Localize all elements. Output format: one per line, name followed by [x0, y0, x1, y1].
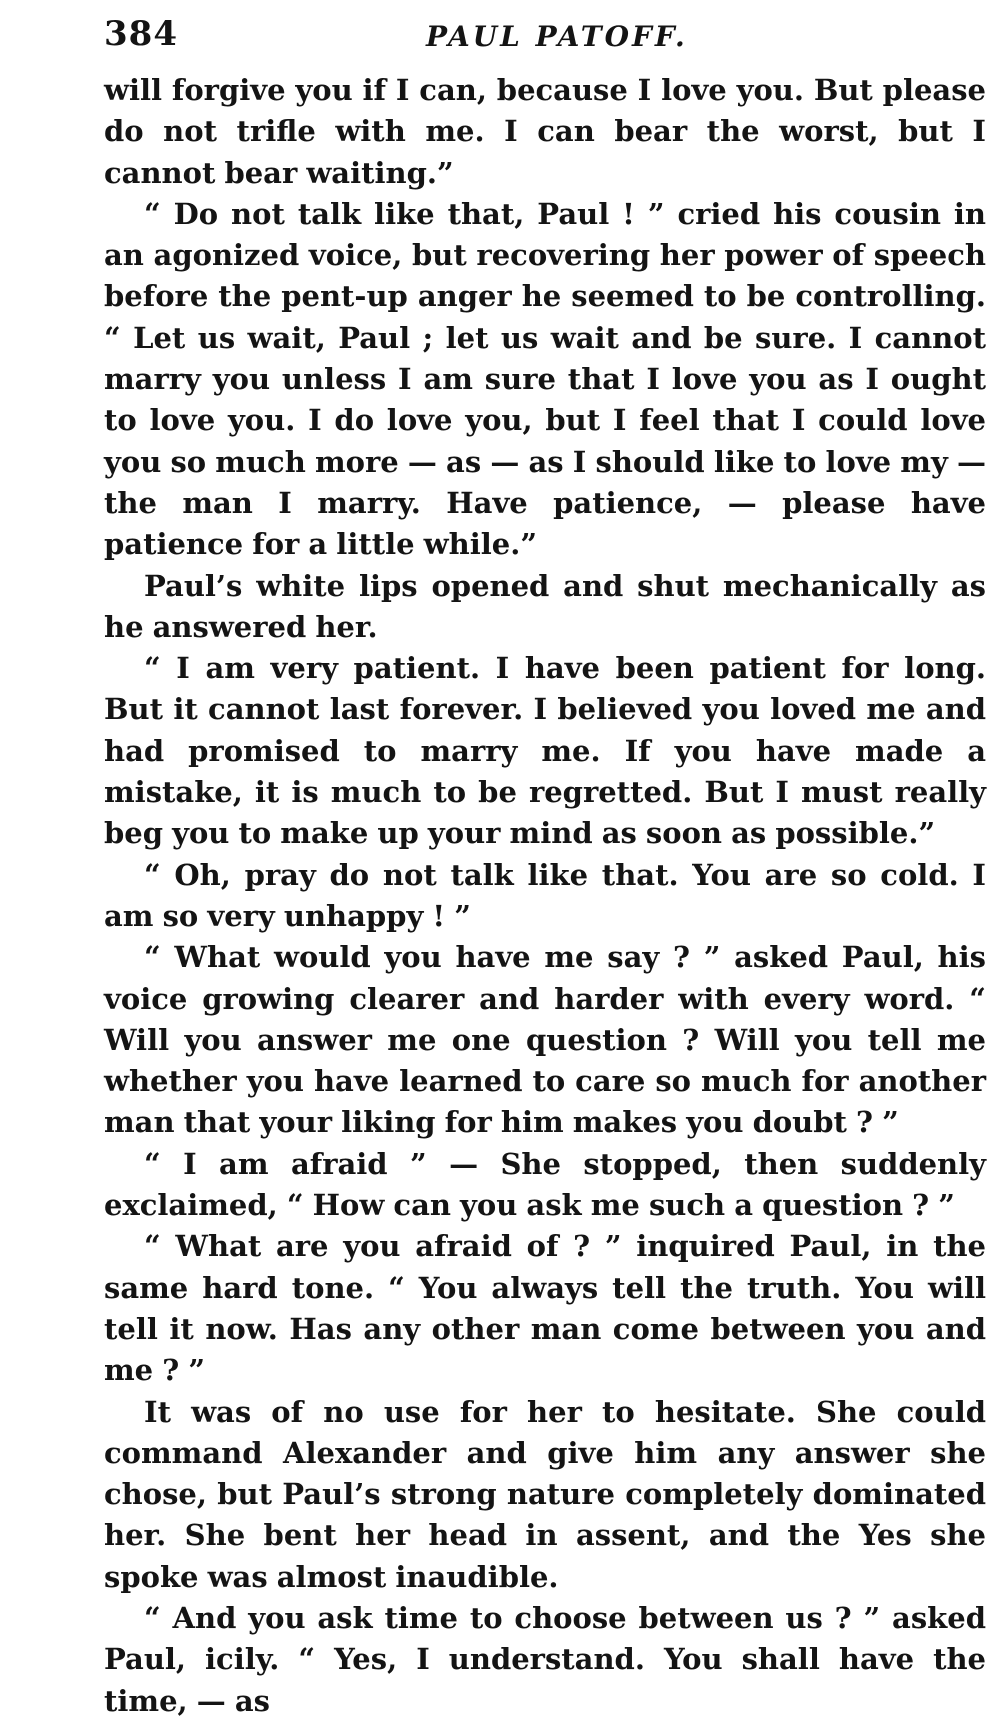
- paragraph: “ Do not talk like that, Paul ! ” cried his cousin in an agonized voice, but recovering her power of speech before the pent-up anger he seemed to be controlling. “ Let us wait, Paul ; let us wait and be sure. I cannot marry you unless I am sure that I love you as I ought to love you. I do love you, but I feel that I could love you so much more — as — as I should like to love my — the man I marry. Have patience, — please have patience for a little while.”: [104, 196, 986, 562]
- paragraph: will forgive you if I can, because I love you. But please do not trifle with me. I can bear the worst, but I cannot bear waiting.”: [104, 73, 986, 190]
- page-number: 384: [104, 14, 178, 54]
- paragraph: “ Oh, pray do not talk like that. You are so cold. I am so very unhappy ! ”: [104, 857, 986, 933]
- page-header: [104, 14, 986, 70]
- body-text: [104, 70, 986, 1722]
- paragraph: It was of no use for her to hesitate. She could command Alexander and give him any answer she chose, but Paul’s strong nature completely dominated her. She bent her head in assent, and the Yes she spoke was almost inaudible.: [104, 1394, 986, 1594]
- paragraph: “ I am very patient. I have been patient for long. But it cannot last forever. I believed you loved me and had promised to marry me. If you have made a mistake, it is much to be regretted. But I must really beg you to make up your mind as soon as possible.”: [104, 651, 986, 851]
- book-page: [104, 14, 986, 1722]
- paragraph: “ What are you afraid of ? ” inquired Paul, in the same hard tone. “ You always tell the truth. You will tell it now. Has any other man come between you and me ? ”: [104, 1229, 986, 1388]
- paragraph: “ And you ask time to choose between us ? ” asked Paul, icily. “ Yes, I understand. You shall have the time, — as: [104, 1600, 986, 1718]
- paragraph: “ I am afraid ” — She stopped, then suddenly exclaimed, “ How can you ask me such a question ? ”: [104, 1146, 986, 1223]
- paragraph: “ What would you have me say ? ” asked Paul, his voice growing clearer and harder with every word. “ Will you answer me one question ? Will you tell me whether you have learned to care so much for another man that your liking for him makes you doubt ? ”: [104, 940, 986, 1140]
- paragraph: Paul’s white lips opened and shut mechanically as he answered her.: [104, 568, 986, 644]
- running-title: PAUL PATOFF.: [426, 20, 688, 53]
